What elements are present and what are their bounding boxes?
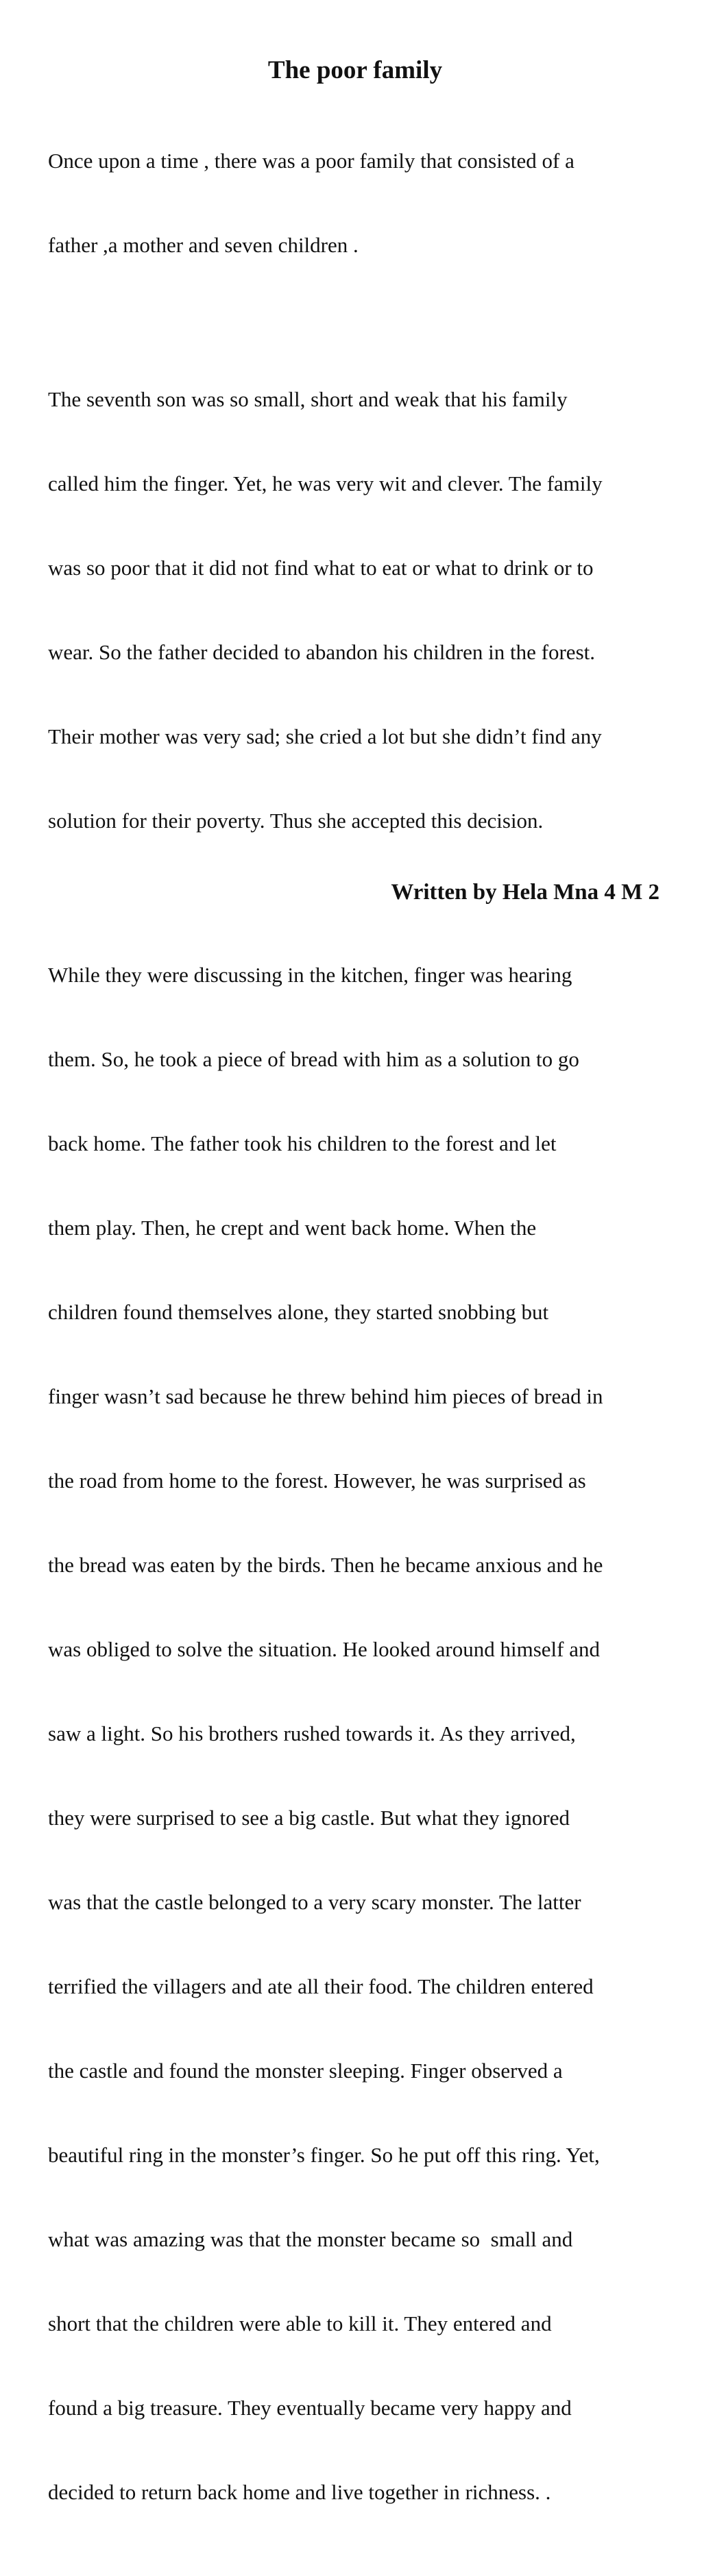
text-line: children found themselves alone, they started snobbing but	[48, 1300, 549, 1324]
text-line: wear. So the father decided to abandon his children in the forest.	[48, 640, 595, 664]
text-line: Once upon a time , there was a poor family that consisted of a	[48, 149, 574, 173]
text-line: they were surprised to see a big castle. But what they ignored	[48, 1806, 570, 1830]
text-line: finger wasn’t sad because he threw behind him pieces of bread in	[48, 1384, 603, 1408]
text-line: saw a light. So his brothers rushed towards it. As they arrived,	[48, 1721, 576, 1745]
text-line: what was amazing was that the monster became so small and	[48, 2227, 573, 2251]
text-line: father ,a mother and seven children .	[48, 233, 359, 257]
text-line: was that the castle belonged to a very scary monster. The latter	[48, 1890, 581, 1914]
document-title: The poor family	[267, 56, 443, 84]
text-line: the road from home to the forest. However, he was surprised as	[48, 1469, 586, 1493]
text-line: While they were discussing in the kitchen, finger was hearing	[48, 963, 572, 987]
paragraph-3	[48, 905, 662, 2562]
text-line: Their mother was very sad; she cried a lot but she didn’t find any	[48, 724, 602, 748]
paragraph-2	[48, 329, 662, 891]
text-line: terrified the villagers and ate all their food. The children entered	[48, 1974, 594, 1998]
text-line: the castle and found the monster sleeping. Finger observed a	[48, 2059, 563, 2083]
text-line: The seventh son was so small, short and weak that his family	[48, 387, 568, 411]
author-signature: Written by Hela Mna 4 M 2	[391, 880, 659, 905]
text-line: called him the finger. Yet, he was very wit and clever. The family	[48, 471, 603, 495]
text-line: the bread was eaten by the birds. Then he became anxious and he	[48, 1553, 603, 1577]
text-line: decided to return back home and live together in richness. .	[48, 2480, 551, 2504]
text-line: back home. The father took his children to the forest and let	[48, 1131, 557, 1155]
text-line: solution for their poverty. Thus she accepted this decision.	[48, 809, 544, 833]
document-page	[48, 55, 662, 2576]
text-line: beautiful ring in the monster’s finger. So he put off this ring. Yet,	[48, 2143, 600, 2167]
text-line: was so poor that it did not find what to eat or what to drink or to	[48, 556, 594, 580]
text-line: was obliged to solve the situation. He looked around himself and	[48, 1637, 600, 1661]
paragraph-1	[48, 90, 662, 315]
text-line: them. So, he took a piece of bread with him as a solution to go	[48, 1047, 579, 1071]
text-line: found a big treasure. They eventually became very happy and	[48, 2396, 572, 2420]
text-line: them play. Then, he crept and went back home. When the	[48, 1216, 537, 1240]
text-line: short that the children were able to kill it. They entered and	[48, 2311, 552, 2335]
